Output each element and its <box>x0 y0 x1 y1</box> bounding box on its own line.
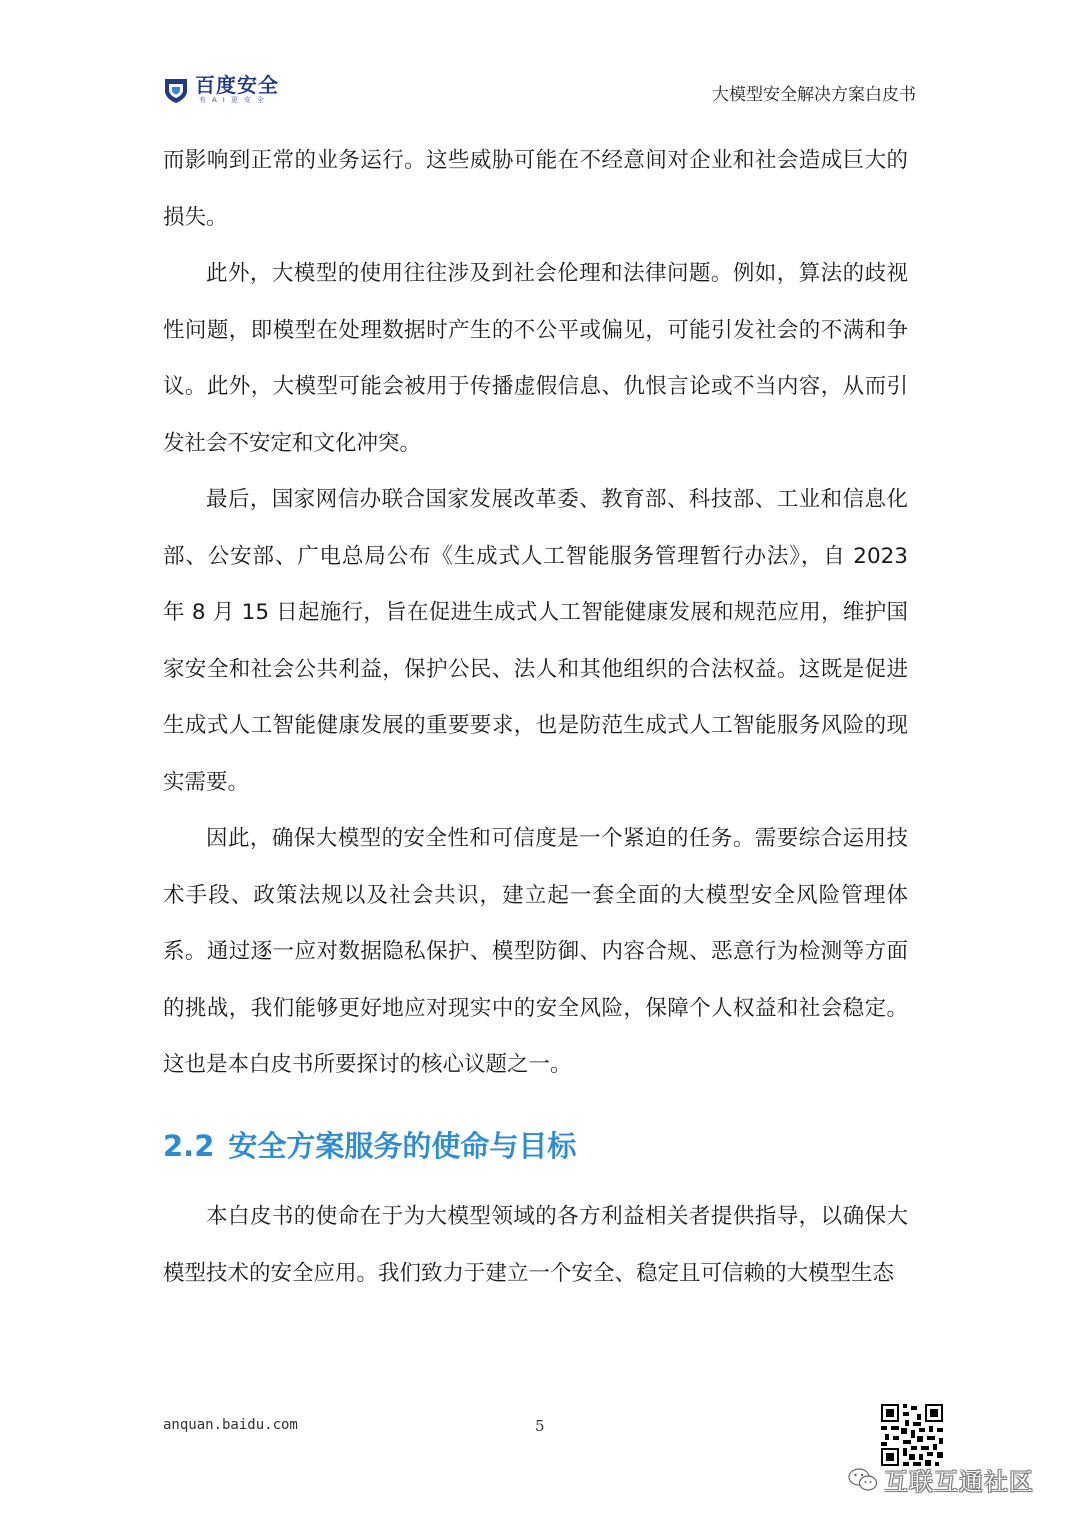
paragraph: 此外，大模型的使用往往涉及到社会伦理和法律问题。例如，算法的歧视性问题，即模型在处理数据时产生的不公平或偏见，可能引发社会的不满和争议。此外，大模型可能会被用于传播虚假信息、仇恨言论或不当内容，从而引发社会不安定和文化冲突。 <box>163 261 908 456</box>
section-title: 安全方案服务的使命与目标 <box>228 1129 577 1163</box>
paragraph: 本白皮书的使命在于为大模型领域的各方利益相关者提供指导，以确保大模型技术的安全应用。我们致力于建立一个安全、稳定且可信赖的大模型生态 <box>163 1204 908 1286</box>
document-title: 大模型安全解决方案白皮书 <box>712 85 916 105</box>
paragraph: 最后，国家网信办联合国家发展改革委、教育部、科技部、工业和信息化部、公安部、广电总局公布《生成式人工智能服务管理暂行办法》，自 2023 年 8 月 15 日起施行，旨在促进生成式人工智能健康发展和规范应用，维护国家安全和社会公共利益，保护公民、法人和其他组织的合法权益。这既是促进生成式人工智能健康发展的重要要求，也是防范生成式人工智能服务风险的现实需要。 <box>163 487 908 795</box>
paragraph: 因此，确保大模型的安全性和可信度是一个紧迫的任务。需要综合运用技术手段、政策法规以及社会共识，建立起一套全面的大模型安全风险管理体系。通过逐一应对数据隐私保护、模型防御、内容合规、恶意行为检测等方面的挑战，我们能够更好地应对现实中的安全风险，保障个人权益和社会稳定。这也是本白皮书所要探讨的核心议题之一。 <box>163 826 908 1077</box>
watermark <box>848 1462 1034 1497</box>
logo-slogan: 有AI更安全 <box>199 96 270 104</box>
baidu-security-logo-icon <box>163 76 189 104</box>
wechat-icon <box>848 1467 878 1493</box>
logo-name: 百度安全 <box>195 73 279 97</box>
watermark-text: 互联互通社区 <box>884 1468 1034 1496</box>
qr-code-icon <box>879 1402 945 1468</box>
header-logo <box>163 74 279 105</box>
paragraph: 而影响到正常的业务运行。这些威胁可能在不经意间对企业和社会造成巨大的损失。 <box>163 148 908 230</box>
body-text-bottom <box>163 1189 908 1302</box>
body-text-top <box>163 133 908 1094</box>
footer-url: anquan.baidu.com <box>163 1417 298 1433</box>
section-heading <box>163 1124 576 1165</box>
section-number: 2.2 <box>163 1129 215 1163</box>
page-number: 5 <box>535 1417 545 1435</box>
